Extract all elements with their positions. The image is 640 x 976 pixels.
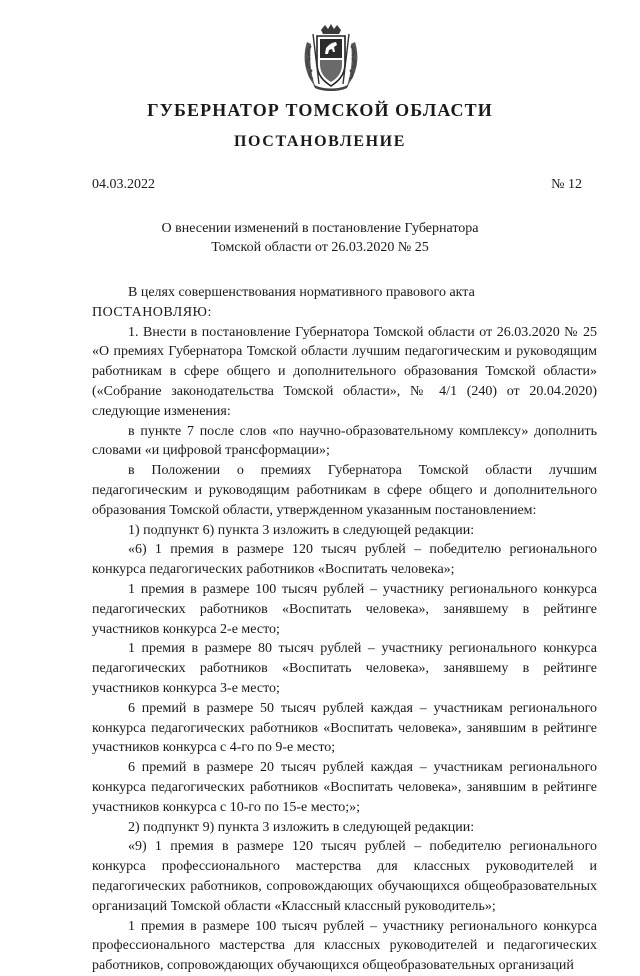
- prize-paragraph: 1 премия в размере 100 тысяч рублей – участнику регионального конкурса педагогических работников «Воспитать человека», занявшему в рейтинге участников конкурса 2-е место;: [92, 581, 597, 637]
- coat-of-arms-icon: [301, 24, 361, 92]
- document-subject: [0, 219, 640, 257]
- subclause-1: 1) подпункт 6) пункта 3 изложить в следующей редакции:: [128, 522, 475, 538]
- document-body: [92, 283, 597, 976]
- prize-paragraph: «9) 1 премия в размере 120 тысяч рублей – победителю регионального конкурса профессионального мастерства для классных руководителей и педагогических работников, сопровождающих обучающихся общеобразовательных организаций Томской области «Классный классный руководитель»;: [92, 839, 597, 914]
- prize-paragraph: 1 премия в размере 80 тысяч рублей – участнику регионального конкурса педагогических работников «Воспитать человека», занявшему в рейтинге участников конкурса 3-е место;: [92, 641, 597, 696]
- prize-paragraph: 6 премий в размере 20 тысяч рублей каждая – участникам регионального конкурса педагогических работников «Воспитать человека», занявшим в рейтинге участников конкурса с 10-го по 15-е место;»;: [92, 760, 597, 815]
- prize-paragraph: 1 премия в размере 100 тысяч рублей – участнику регионального конкурса профессионального мастерства для классных руководителей и педагогических работников, сопровождающих обучающихся общеобразовательных организаций: [92, 918, 597, 974]
- document-date: 04.03.2022: [92, 177, 155, 192]
- clause-1: 1. Внести в постановление Губернатора Томской области от 26.03.2020 № 25 «О премиях Губернатора Томской области лучшим педагогическим и руководящим работникам в сфере общего и дополнительного образования Томской области» («Собрание законодательства Томской области», № 4/1 (240) от 20.04.2020) следующие изменения:: [92, 324, 597, 419]
- document-type: ПОСТАНОВЛЕНИЕ: [234, 133, 406, 150]
- amendment-item-7: в пункте 7 после слов «по научно-образовательному комплексу» дополнить словами «и цифровой трансформации»;: [92, 423, 597, 459]
- prize-paragraph: «6) 1 премия в размере 120 тысяч рублей – победителю регионального конкурса педагогических работников «Воспитать человека»;: [92, 542, 597, 578]
- decree-word: ПОСТАНОВЛЯЮ:: [92, 304, 212, 320]
- issuing-authority: ГУБЕРНАТОР ТОМСКОЙ ОБЛАСТИ: [147, 100, 493, 120]
- subject-line-2: Томской области от 26.03.2020 № 25: [211, 240, 429, 255]
- amendment-regulation-intro: в Положении о премиях Губернатора Томской области лучшим педагогическим и руководящим работникам в сфере общего и дополнительного образования Томской области, утвержденном указанным постановлением:: [92, 463, 597, 518]
- preamble: В целях совершенствования нормативного правового акта: [128, 285, 475, 300]
- subject-line-1: О внесении изменений в постановление Губернатора: [161, 221, 479, 236]
- document-number: № 12: [551, 177, 582, 192]
- subclause-2: 2) подпункт 9) пункта 3 изложить в следующей редакции:: [128, 819, 475, 835]
- prize-paragraph: 6 премий в размере 50 тысяч рублей каждая – участникам регионального конкурса педагогических работников «Воспитать человека», занявшим в рейтинге участников конкурса с 4-го по 9-е место;: [92, 700, 597, 756]
